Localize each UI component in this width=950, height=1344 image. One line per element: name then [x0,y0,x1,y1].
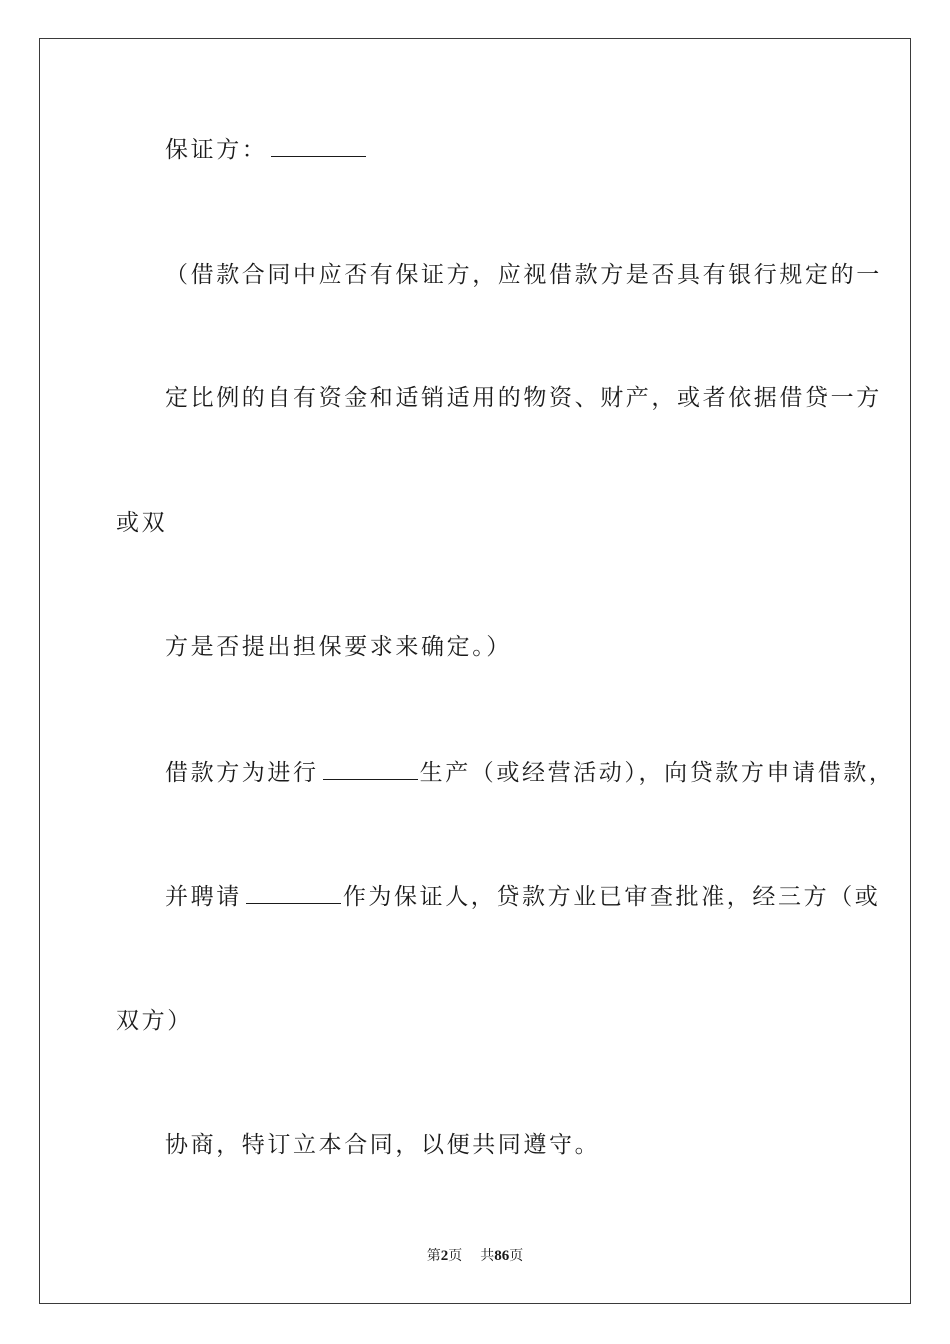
total-suffix: 页 [509,1248,524,1264]
guarantor-line [165,134,368,165]
hire-rest: 作为保证人，贷款方业已审查批准，经三方（或 [342,884,881,910]
page-frame [39,38,911,1304]
production-blank [323,757,418,780]
guarantor-name-blank [246,881,341,904]
paragraph-line: 协商，特订立本合同，以便共同遵守。 [165,1132,601,1158]
hire-text: 并聘请 [165,884,242,910]
page-suffix: 页 [448,1248,463,1264]
paragraph-line [165,757,895,788]
guarantor-label: 保证方： [165,137,268,163]
total-pages: 86 [494,1248,510,1264]
guarantor-blank [271,134,366,157]
paragraph-line: 或双 [116,510,168,536]
page-prefix: 第 [426,1248,441,1264]
paragraph-line: 定比例的自有资金和适销适用的物资、财产，或者依据借贷一方 [165,385,882,411]
paragraph-line [165,881,880,912]
total-prefix: 共 [480,1248,495,1264]
borrower-purpose-text: 借款方为进行 [165,760,319,786]
page-footer [0,1247,950,1265]
borrower-purpose-rest: 生产（或经营活动），向贷款方申请借款， [419,760,895,786]
paragraph-line: 双方） [116,1008,193,1034]
page-number: 2 [440,1248,449,1264]
paragraph-line: 方是否提出担保要求来确定。） [165,634,512,660]
paragraph-line: （借款合同中应否有保证方，应视借款方是否具有银行规定的一 [165,262,882,288]
